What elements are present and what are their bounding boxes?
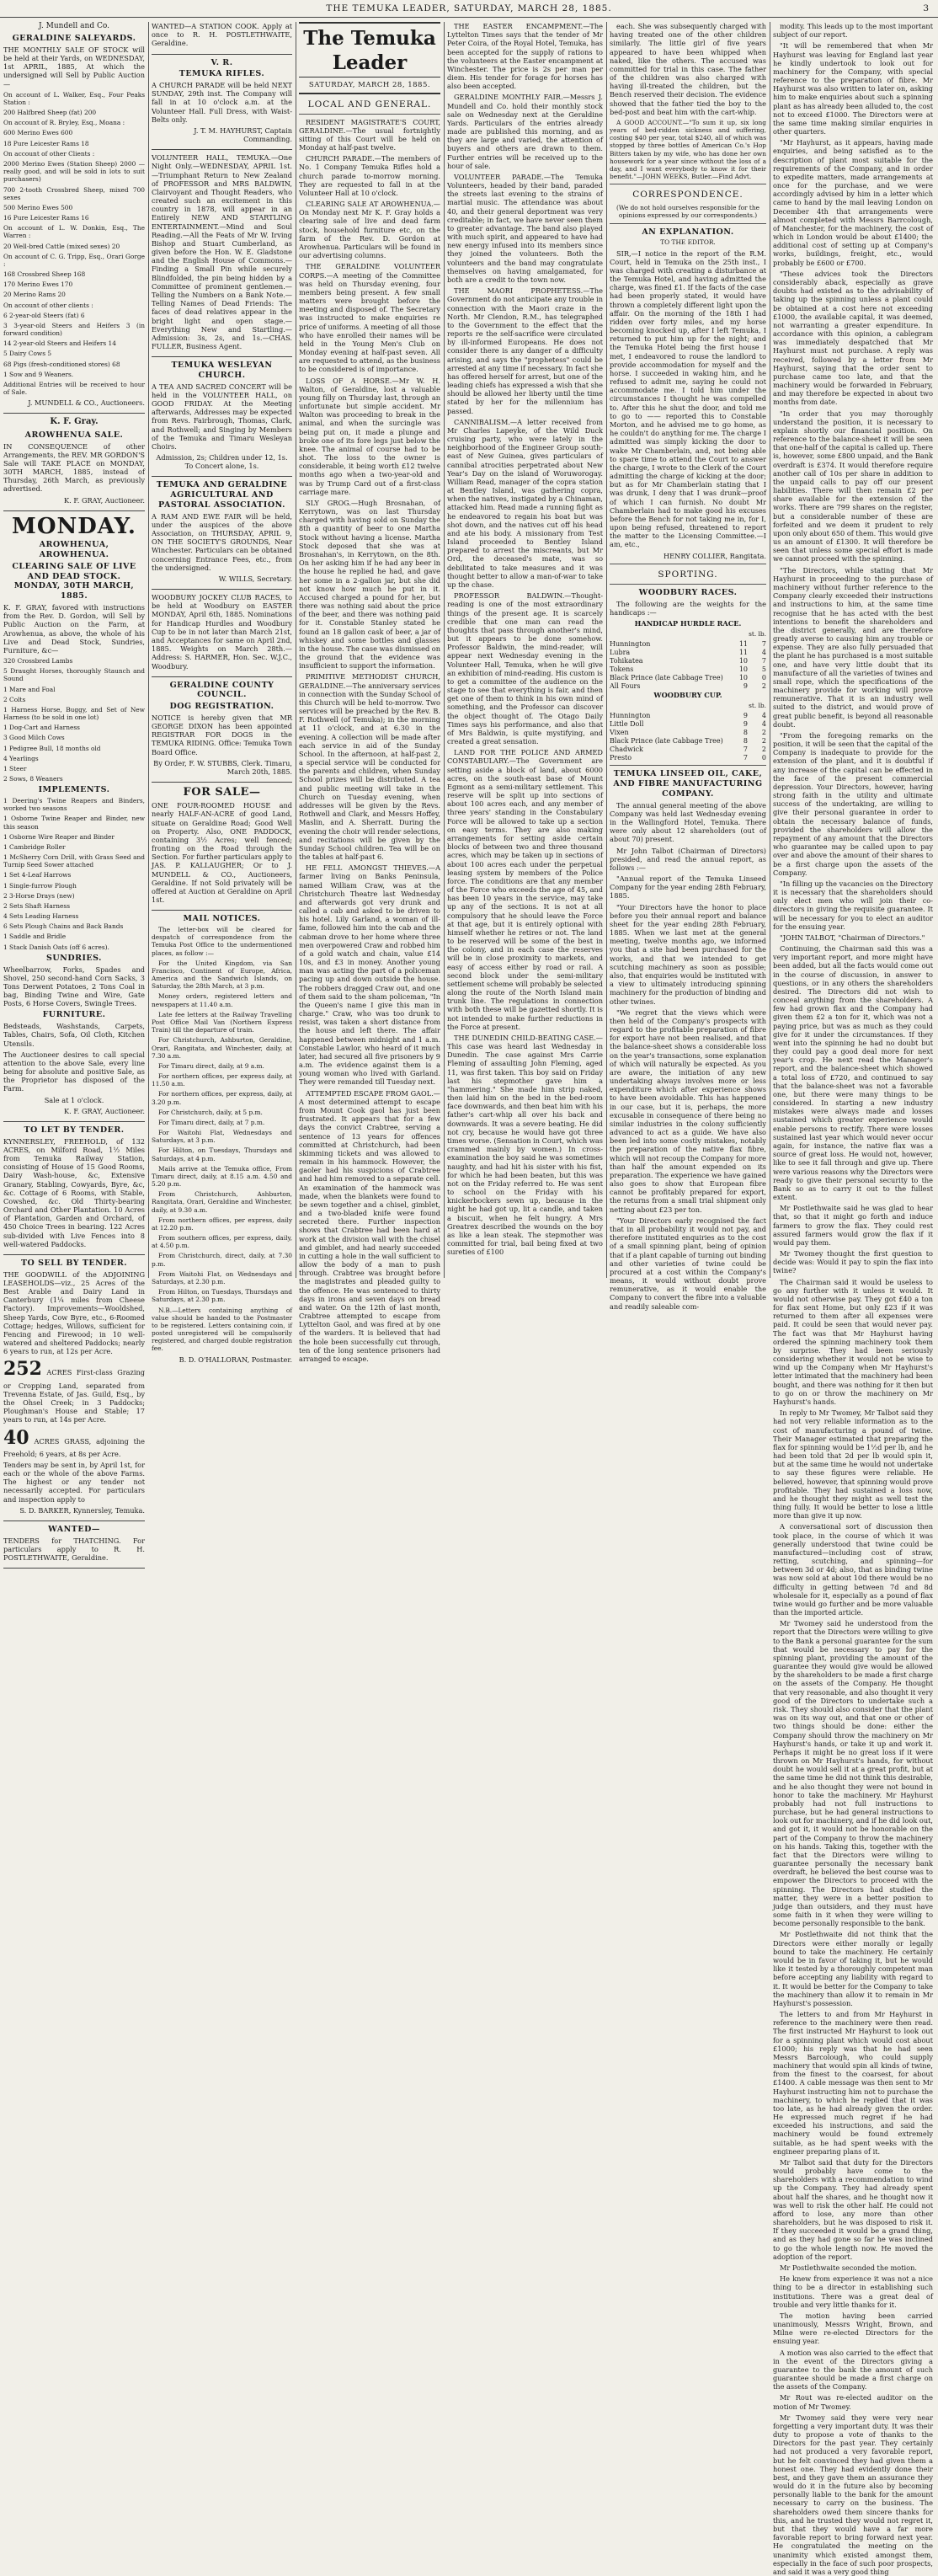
handicap-row — [610, 737, 766, 746]
article-paragraph: Mr Postlethwaite did not think that the Directors were either morally or legally bound to take the machinery. He certainly would be in favor of taking it, but he would like it tested by a thoroughly competent man before accepting any liability with regard to it. It would be better for the Company to take the machinery than allow it to remain in Mr Hayhurst's possession. — [773, 1930, 933, 2007]
sale-line: 2000 Merino Ewes (Station Sheep) 2000 —really good, and will be sold in lots to suit purchasers) — [3, 159, 145, 184]
section-heading: LOCAL AND GENERAL. — [307, 99, 432, 110]
column-6 — [773, 22, 933, 2576]
column-rule — [148, 22, 149, 1278]
horse-name: Vixen — [610, 728, 629, 736]
weight-pounds: 4 — [761, 649, 766, 657]
mail-line: For Christchurch, daily, at 5 p.m. — [158, 1108, 263, 1116]
article-body — [773, 22, 933, 2576]
section-heading: FURNITURE. — [42, 1010, 106, 1020]
acres-figure: 252 — [3, 1358, 42, 1381]
tender-sell-advert — [3, 1259, 145, 1521]
horse-name: Lubra — [610, 649, 631, 657]
lot-item: 320 Crossbred Lambs — [3, 657, 73, 665]
advert-body: Tenders may be sent in, by April 1st, for each or the whole of the above Farms. The highest or any tender not necessarily accepted. For particulars and inspection apply to — [3, 1460, 145, 1504]
horse-name: Tokens — [610, 665, 634, 673]
weight-stone: 10 — [738, 665, 748, 673]
article-paragraph: each. She was subsequently charged with having treated one of the other children similarly. The little girl of five years appeared to have been whipped when naked, like the others. The accused was committed for trial in this case. The father of the children was also charged with having ill-treated the children, but the Bench reserved their decision. The evidence showed that the father tied the boy to the bed-post and beat him with the cart-whip. — [610, 22, 766, 116]
lot-item: 5 Draught Horses, thoroughly Staunch and Sound — [3, 667, 145, 683]
advert-signature: B. D. O'HALLORAN, Postmaster. — [179, 1355, 292, 1364]
sale-line: 20 Merino Rams 20 — [3, 291, 66, 299]
article-paragraph: CLEARING SALE AT AROWHENUA.—On Monday next Mr K. F. Gray holds a clearing sale of live and dead farm stock, household furniture etc, on the farm of the Rev. D. Gordon at Arowhenua. Particulars will be found in our advertising columns. — [299, 200, 440, 260]
advert-heading: GERALDINE COUNTY COUNCIL. — [169, 680, 274, 700]
letter-signature: HENRY COLLIER, Rangitata. — [664, 551, 766, 560]
advert-signature: W. WILLS, Secretary. — [218, 574, 292, 583]
weight-pounds: 4 — [761, 712, 766, 719]
article-paragraph: VOLUNTEER PARADE.—The Temuka Volunteers, headed by their band, paraded the streets last evening to the strains of martial music. The attendance was about 40, and their general deportment was very creditable; in fact, we have never seen them to greater advantage. The band also played with much spirit, and appeared to have had new energy infused into its members since they joined the volunteers. Both the volunteers and the band may congratulate themselves on having amalgamated, for both are a credit to the town now. — [447, 172, 603, 284]
advert-body: TENDERS for THATCHING. For particulars apply to R. H. POSTLETHWAITE, Geraldine. — [3, 1536, 145, 1563]
article-paragraph: He knew from experience it was not a nice thing to be a director in establishing such institutions. There was a great deal of trouble and very little thanks for it. — [773, 2274, 933, 2309]
article-paragraph: "These advices took the Directors considerably aback, especially as grave doubts had existed as to the advisability of taking up the spinning unless a plant could be obtained at a cost here not exceeding £1000, the available capital, it was deemed, not warranting a greater expenditure. In accordance with this opinion, a cablegram was immediately despatched that Mr Hayhurst must not purchase. A reply was received, followed by a letter from Mr Hayhurst, saying that the order sent to purchase came too late, and that the machinery would be forwarded in February, and may therefore be expected in about two months from date. — [773, 269, 933, 407]
advert-signature: K. F. GRAY, Auctioneer. — [64, 495, 145, 505]
divider — [610, 223, 766, 224]
sale-line: 5 Dairy Cows 5 — [3, 350, 52, 358]
handicap-row — [610, 682, 766, 691]
article-paragraph: The following are the weights for the handicaps :— — [610, 599, 766, 617]
mail-line: From Hilton, on Tuesdays, Thursdays and Saturdays, at 2.30 p.m. — [152, 1288, 292, 1304]
horse-name: Little Doll — [610, 719, 644, 728]
advert-signature: By Order, F. W. STUBBS, Clerk. Timaru, March 20th, 1885. — [153, 758, 292, 776]
dog-registration-advert — [152, 681, 292, 783]
article-paragraph: "In order that you may thoroughly understand the position, it is necessary to explain shortly our financial position. On reference to the balance-sheet it will be seen that one-half of the capital is called up. There is, however, some £800 unpaid, and the Bank overdraft is £374. It would therefore require another call of 10s per share in addition to the unpaid calls to pay off our present liabilities. There will then remain £2 per share available for the extension of the works. There are 799 shares on the register, but a considerable number of these are forfeited and we deem it prudent to rely upon only about 650 of them. This would give us an amount of £1300. It will therefore be seen that unless some special effort is made we cannot proceed with the spinning. — [773, 409, 933, 564]
lot-item: 1 Dog-Cart and Harness — [3, 724, 80, 732]
article-paragraph: CHURCH PARADE.—The members of No. 1 Company Temuka Rifles hold a church parade to-morrow morning. They are requested to fall in at the Volunteer Hall at 10 o'clock. — [299, 154, 440, 197]
advert-body: K. F. GRAY, favored with instructions from the Rev. D. Gordon, will Sell by Public Auction on the Farm, at Arowhenua, as above, the whole of his Live and Dead Stock, Sundries, Furniture, &c— — [3, 603, 145, 655]
saleyards-advert — [3, 22, 145, 414]
advert-time: Sale at 1 o'clock. — [44, 1095, 104, 1104]
weight-pounds: 2 — [761, 736, 766, 745]
lot-list — [3, 657, 145, 783]
article-paragraph: The Chairman said it would be useless to go any further with it unless it would. It would not otherwise pay. They got £40 a ton for flax sent Home, but only £23 if it was returned to them after all expenses were paid. It could be seen that would never pay. The fact was that Mr Hayhurst having ordered the spinning machinery took them by surprise. They had been seriously considering whether it would not be wise to wind up the Company when Mr Hayhurst's letter intimated that the machinery had been bought, and there was nothing for it then but to go on or throw the machinery on Mr Hayhurst's hands. — [773, 1277, 933, 1406]
lot-item: 1 McSherry Corn Drill, with Grass Seed and Turnip Seed Sower attached — [3, 853, 145, 869]
handicap-row — [610, 640, 766, 649]
sale-line: 6 2-year-old Steers (fat) 6 — [3, 311, 85, 319]
article-paragraph: THE MAORI PROPHETESS.—The Government do not anticipate any trouble in connection with the Maori craze in the North. Mr Clendon, R.M., has telegraphed to the Government to the effect that the reports re the self-sacrifice were circulated by ill-informed Europeans. He does not consider there is any danger of a difficulty arising, and says the "prophetess" could be arrested at any time if necessary. In fact she has offered herself for arrest, but one of the leading chiefs has expressed a wish that she should be allowed her liberty until the time stated by her for the millennium has passed. — [447, 286, 603, 415]
lot-item: 3 Good Milch Cows — [3, 734, 65, 742]
association-advert — [152, 480, 292, 590]
advert-heading: CLEARING SALE OF LIVE AND DEAD STOCK. MONDAY, 30TH MARCH, 1885. — [12, 561, 136, 601]
article-paragraph: SLY GROG.—Hugh Brosnahan, of Kerrytown, was on last Thursday charged with having sold on Sunday the 8th a quantity of beer to one Martha Stock without having a license. Martha Stock deposed that she was at Brosnahan's, in Kerrytown, on the 8th. On her asking him if he had any beer in the house he replied he had, and gave her some in a 2-gallon jar, but she did not know how much he put in it. Accused charged a pound for her, but there was nothing said about the price of the beer, and there was nothing paid for it. Constable Stanley stated he found an 18 gallon cask of beer, a jar of whiskey and some bottles and glasses in the house. The case was dismissed on the ground that the evidence was insufficient to support the information. — [299, 498, 440, 671]
article-paragraph: A conversational sort of discussion then took place, in the course of which it was generally understood that twine could be manufactured—including cost of straw, retting, scutching, and spinning—for between 3d or 4d; also, that as binding twine was now sold at about 10d there would be no difficulty in getting between 7d and 8d wholesale for it, especially as a pound of flax twine would go further and be more valuable than the imported article. — [773, 1522, 933, 1617]
advert-body: The Auctioneer desires to call special attention to the above Sale, every line being for absolute and positive Sale, as the Proprietor has disposed of the Farm. — [3, 1050, 145, 1093]
article-body — [610, 801, 766, 1311]
article-paragraph: Mr Postlethwaite seconded the motion. — [780, 2263, 917, 2272]
newspaper-flag: The Temuka Leader — [299, 22, 440, 77]
advert-signature: S. D. BARKER, Kynnersley, Temuka. — [19, 1505, 145, 1515]
advert-signature: J. MUNDELL & CO., Auctioneers. — [28, 398, 145, 408]
article-paragraph: THE DUNEDIN CHILD-BEATING CASE.—This case was heard last Wednesday in Dunedin. The case against Mrs Carrie Fleming of assaulting John Fleming, aged 11, was first taken. This boy said on Friday last his stepmother gave him a "hammering." She made him strip naked, then laid him on the bed in the bed-room face downwards, and then beat him with his father's cart-whip all over his back and downwards. It was a severe beating. He did not cry, because he would have got three times worse. (Sensation in Court, which was crammed mainly by women.) In cross-examination the boy said he was sometimes naughty, and had hit his sister with his fist, for which he had been beaten, but this was not on the Friday referred to. He was sent to school on the Friday with his knickerbockers sewn up, because in the night he had got up, lit a candle, and taken a biscuit, when he felt hungry. A Mrs Greatrex described the wounds on the boy as like a lean steak. The stepmother was committed for trial, bail being fixed at two sureties of £100 — [447, 1033, 603, 1257]
handicap-row — [610, 720, 766, 729]
horse-name: Hunnington — [610, 640, 651, 649]
column-1 — [3, 22, 145, 1563]
sale-line: 500 Merino Ewes 500 — [3, 203, 73, 211]
sale-line: 168 Crossbred Sheep 168 — [3, 270, 86, 279]
advert-body: A CHURCH PARADE will be held NEXT SUNDAY, 29th inst. The Company will fall in at 10 o'clock a.m. at the Volunteer Hall. Full Dress, with Waist-Belts only. — [152, 81, 292, 124]
advert-body: ONE FOUR-ROOMED HOUSE and nearly HALF-AN-ACRE of good Land, situate on Geraldine Road; Good Well on Property. Also, ONE PADDOCK, containing 3½ Acres; well fenced; fronting on the Road through the Section. For further particulars apply to JAS. P. KALLAUGHER; Or to J. MUNDELL & CO., Auctioneers, Geraldine. If not Sold privately will be offered at Auction at Geraldine on April 1st. — [152, 801, 292, 905]
article-paragraph: Mr Talbot said that duty for the Directors would probably have come to the shareholders with a recommendation to wind up the Company. They had already spent about half the shares, and he thought now it was well to risk the other half. He could not afford to lose, any more than other shareholders, but he was disposed to risk it. If they succeeded it would be a grand thing, and as they had gone so far he was inclined to go the whole length now. He moved the adoption of the report. — [773, 2157, 933, 2261]
sale-line: 1 Sow and 9 Weaners. — [3, 370, 74, 378]
advert-body: A RAM AND EWE FAIR will be held, under the auspices of the above Association, on THURSDAY, APRIL 9, ON THE SOCIETY'S GROUNDS, Near Winchester. Particulars can be obtained concerning Entrance Fees, etc., from the undersigned. — [152, 511, 292, 572]
for-sale-advert — [152, 786, 292, 911]
advert-body: THE GOODWILL of the ADJOINING LEASEHOLDS—viz., 25 Acres of the Best Arable and Dairy Land in Canterbury (1¼ miles from Cheese Factory). Improvements—Wooldshed, Sheep Yards, Cow Byre, etc., 6-Roomed Cottage; hedges, Willows, sufficient for Fencing and Firewood; in 10 well-watered and sheltered Paddocks; nearly 6 years to run, at 12s per Acre. — [3, 1269, 145, 1356]
article-paragraph: "Your Directors have the honor to place before you their annual report and balance sheet for the year ending 28th February, 1885. When we last met at the general meeting, twelve months ago, we informed you that a site had been purchased for the works, and that we intended to get scutching machinery as soon as possible; also, that enquiries would be instituted with a view to ultimately introducing spinning machinery for the production of binding and other twines. — [610, 902, 766, 1006]
mail-line: For Waitohi Flat, Wednesdays and Saturdays, at 3 p.m. — [152, 1129, 292, 1145]
mail-line: From northern offices, per express, daily at 12.20 p.m. — [152, 1216, 292, 1232]
sale-line: On account of C. G. Tripp, Esq., Orari Gorge : — [3, 252, 145, 268]
advert-body: A TEA AND SACRED CONCERT will be held in the VOLUNTEER HALL, on GOOD FRIDAY. At the Meeting afterwards, Addresses may be expected from Revs. Fairbrough, Thomas, Clark, and Rothwell; and Singing by Members of the Temuka and Timaru Wesleyan Choirs. — [152, 382, 292, 451]
advert-heading: TO LET BY TENDER. — [24, 1125, 125, 1135]
lot-item: 1 Single-furrow Plough — [3, 881, 77, 890]
mail-line: From Christchurch, Ashburton, Rangitata, Orari, Geraldine and Winchester, daily, at 9.30 a.m. — [152, 1190, 292, 1214]
advert-signature: J. T. M. HAYHURST, Captain Commanding. — [194, 126, 292, 144]
advert-subheading: DOG REGISTRATION. — [169, 702, 274, 712]
article-paragraph: ATTEMPTED ESCAPE FROM GAOL.—A most determined attempt to escape from Mount Cook gaol has just been frustrated. It appears that for a few days the convict Crabtree, serving a sentence of 13 years for offences committed at Christchurch, had been skimming tickets and was allowed to remain in his hammock. However, the gaoler had his suspicions of Crabtree and had him removed to a separate cell. An examination of the hammock was made, when the blankets were found to be sewn together and a chisel, gimblet, and a two-bladed knife were found secreted there. Further inspection shows that Crabtree had been hard at work at the division wall with the chisel and gimblet, and had nearly succeeded in cutting a hole in the wall sufficient to allow the body of a man to push through. Crabtree was brought before the magistrates and pleaded guilty to the offence. He was sentenced to thirty days in irons and seven days on bread and water. On the 12th of last month, Crabtree attempted to escape from Lyttelton Gaol, and was fired at by one of the warders. It is believed that had the hole been successfully cut through, ten of the long sentence prisoners had arranged to escape. — [299, 1088, 440, 1363]
handicap-table — [610, 640, 766, 690]
mail-line: For Timaru direct, daily, at 7 p.m. — [158, 1118, 265, 1126]
article-paragraph: "JOHN TALBOT, "Chairman of Directors." — [780, 933, 925, 942]
rifles-advert — [152, 58, 292, 151]
salutation-heading: TO THE EDITOR. — [660, 238, 716, 247]
sale-line: 20 Well-bred Cattle (mixed sexes) 20 — [3, 242, 120, 250]
article-paragraph: In reply to Mr Twomey, Mr Talbot said they had not very reliable information as to the cost of manufacturing a pound of twine. Their Manager estimated that preparing the flax for spinning would be 1½d per lb, and he had been told that 2d per lb would spin it, but at the same time he would not undertake to say these figures were reliable. He believed, however, that spinning would prove profitable. They had sustained a loss now, and he thought they might as well test the thing fully. It would be better to lose a little more than give it up now. — [773, 1408, 933, 1520]
advert-body: WANTED—A STATION COOK. Apply at once to R. H. POSTLETHWAITE, Geraldine. — [152, 22, 292, 48]
handicap-row — [610, 712, 766, 720]
mail-notices-body — [152, 926, 292, 1352]
race-heading: WOODBURY CUP. — [653, 690, 722, 699]
advert-heading: AROWHENUA SALE. — [24, 430, 124, 440]
lot-item: 1 Osborne Wire Reaper and Binder — [3, 832, 115, 841]
article-paragraph: "From the foregoing remarks on the position, it will be seen that the capital of the Company is inadequate to provide for the extension of the plant, and it is doubtful if any increase of the capital can be effected in the face of the present commercial depression. Your Directors, however, having strong faith in the utility and ultimate success of the undertaking, are willing to give their personal guarantee in order to obtain the necessary balance of funds, provided the shareholders will allow the repayment of any amount that the Directors who guarantee may be called upon to pay over and above the amount of their shares to be a first charge upon the assets of the Company. — [773, 730, 933, 877]
sale-line: 700 2-tooth Crossbred Sheep, mixed 700 sexes — [3, 185, 145, 201]
article-paragraph: "We regret that the views which were then held of the Company's prospects with regard to the profitable preparation of fibre for export have not been realised, and that the balance-sheet shows a considerable loss on the year's transactions, some explanation of which will naturally be expected. As you are aware, the initiation of any new undertaking always involves more or less expenditure which after experience shows to have been avoidable. This has happened in our case, but it is, perhaps, the more excusable in consequence of there being no similar industries in the colony sufficiently advanced to act as a guide. We have also been led into some costly mistakes, notably the preparation of the native flax fibre, which will not recoup the Company for more than half the amount expended on its preparation. The experience we have gained also goes to show that European fibre cannot be profitably prepared for export, the returns from a small trial shipment only netting about £23 per ton. — [610, 1007, 766, 1214]
article-paragraph: HE FELL AMONGST THIEVES.—A farmer living on Banks Peninsula, named William Craw, was at the Christchurch Theatre last Wednesday and afterwards got very drunk and called a cab and asked to be driven to his hotel. Lily Garland, a woman of ill-fame, followed him into the cab and the cabman drove to her home where three men overpowered Craw and robbed him of a gold watch and chain, value £14 10s, and £3 in money. Another young man was acting the part of a policeman pacing up and down outside the house. The robbers dragged Craw out, and one of them said to the sham policeman, "In the Queen's name I give this man in charge." Craw, who was too drunk to resist, was taken a short distance from the house and left there. The affair happened between midnight and 1 a.m. Constable Lawlor, who heard of it much later, had secured all five prisoners by 9 a.m. The evidence against them is a young woman who lived with Garland. They were remanded till Tuesday next. — [299, 863, 440, 1087]
lot-item: 1 Cambridge Roller — [3, 842, 66, 851]
article-paragraph: "It will be remembered that when Mr Hayhurst was leaving for England last year he kindly undertook to look out for machinery for the Company, with special reference to the preparation of fibre. Mr Hayhurst was also written to later on, asking him to make enquiries about such a spinning plant as has already been alluded to, the cost not to exceed £1000. The Directors were at the same time making similar enquiries in other quarters. — [773, 41, 933, 136]
article-paragraph: RESIDENT MAGISTRATE'S COURT, GERALDINE.—The usual fortnightly sitting of this Court will be held on Monday at half-past twelve. — [299, 117, 440, 152]
advert-body: ACRES First-class Grazing or Cropping Land, separated from Trevenna Estate, of Jas. Guild, Esq., by the Ohsel Creek; in 3 Paddocks; Ploughman's House and Stable; 17 years to run, at 14s per Acre. — [3, 1368, 145, 1424]
mail-line: From Christchurch, direct, daily, at 7.30 p.m. — [152, 1252, 292, 1268]
weights-header: st. lb. — [749, 701, 766, 709]
weight-stone: 8 — [743, 736, 748, 745]
advert-body: KYNNERSLEY, FREEHOLD, of 132 ACRES, on Milford Road, 1½ Miles from Temuka Railway Station, consisting of House of 15 Good Rooms, Dairy Wash-house, &c, Extensive Granary, Stabling, Cowyards, Byre, &c, &c. Cottage of 6 Rooms, with Stable, Cowshed, &c. Old Thirty-bearing Orchard and Other Plantation. 10 Acres of Plantation, Garden and Orchard, of 450 Choice Trees in bearing. 122 Acres sub-divided with Live Fences into 8 well-watered Paddocks. — [3, 1136, 145, 1248]
mail-line: Late fee letters at the Railway Travelling Post Office Mail Van (Northern Express Train) till the departure of train. — [152, 1010, 292, 1034]
article-paragraph: PROFESSOR BALDWIN.—Thought-reading is one of the most extraordinary things of the present age. It is scarcely credible that one man can read the thoughts that pass through another's mind, but it appears to be done somehow. Professor Baldwin, the mind-reader, will appear next Wednesday evening in the Volunteer Hall, Temuka, when he will give an exhibition of mind-reading. His custom is to get a committee of the audience on the stage to see that everything is fair, and then get one of them to think in his own mind of something, and the Professor can discover the object thought of. The Otago Daily Times says his performance, and also that of Mrs Baldwin, is quite mystifying, and created a great sensation. — [447, 591, 603, 746]
section-heading: SPORTING. — [658, 569, 718, 580]
weight-stone: 11 — [738, 649, 748, 657]
column-3 — [299, 22, 440, 1363]
article-paragraph: "Your Directors early recognised the fact that in all probability it would not pay, and therefore instituted enquiries as to the cost of a small spinning plant, being of opinion that if a plant capable of turning out binding and other varieties of twine could be procured at a cost within the Company's means, it would without doubt prove remunerative, as it would enable the Company to convert the fibre into a valuable and readily saleable com- — [610, 1216, 766, 1311]
advert-heading: MAIL NOTICES. — [183, 914, 261, 924]
sale-line: Additional Entries will be received to hour of Sale. — [3, 380, 145, 397]
advertiser-name: J. Mundell and Co. — [39, 22, 109, 30]
divider — [610, 584, 766, 585]
sale-line: 170 Merino Ewes 170 — [3, 281, 73, 289]
sale-line: 68 Pigs (fresh-conditioned stores) 68 — [3, 360, 120, 368]
weight-pounds: 2 — [761, 745, 766, 753]
sale-line: 200 Halfbred Sheep (fat) 200 — [3, 109, 97, 117]
lot-item: 1 Osborne Twine Reaper and Binder, new this season — [3, 815, 145, 831]
column-4 — [447, 22, 603, 1278]
weight-stone: 9 — [743, 719, 748, 728]
column-rule — [606, 22, 607, 1278]
mail-line: Mails arrive at the Temuka office, From Timaru direct, daily, at 8.15 a.m. 4.50 and 5.20 p.m. — [152, 1164, 292, 1189]
article-paragraph: Continuing, the Chairman said this was a very important report, and more might have been added, but all the facts would come out in the course of discussion, in answer to questions, or in any others the shareholders desired. The Directors did not wish to conceal anything from the shareholders. A few had grown flax and the Company had given them £2 a ton for it, which was not a paying price, but was as much as they could give for it under the circumstances. If they went into the spinning he had no doubt but they could pay a good deal more for next year's crop. He next read the Manager's report, and the balance-sheet which showed a total loss of £720, and continued to say that the balance-sheet was not a favorable one, but there were many things to be considered. In starting a new industry mistakes were always made and losses sustained which greater experience would enable persons to rectify. There were losses sustained last year which would never occur again, for instance, the native flax was a source of great loss. He would not, however, like to see it fall through and give up. There were various reasons why the Directors were ready to give their personal security to the Bank so as to carry it out to the fullest extent. — [773, 944, 933, 1202]
lot-item: 1 Pedigree Bull, 18 months old — [3, 744, 101, 752]
sale-line: 18 Pure Leicester Rams 18 — [3, 139, 89, 147]
weight-pounds: 4 — [761, 719, 766, 728]
article-paragraph: modity. This leads up to the most important subject of our report. — [773, 22, 933, 40]
article-paragraph: CANNIBALISM.—A letter received from Mr Charles Lapeyke, of the Wild Duck cruising party, who were lately in the neighborhood of the Engineer Group south-east of New Guinea, gives particulars of cannibal atrocities perpetrated about New Year's Day on the island of Woruworogay. William Read, manager of the copra station at Bentley Island, was gathering copra, when the natives, instigated by a Chinaman, attacked him. Read made a running fight as he endeavored to regain his boat but was shot down, and the natives cut off his head and ate his body. A missionary from Test Island proceeded to Bentley Island prepared to arrest the miscreants, but Mr Ord, the deceased's mate, was so debilitated to take measures and it was thought better to allow a man-of-war to take up the chase. — [447, 417, 603, 589]
advert-subheading: AROWHENUA, AROWHENUA. — [39, 540, 109, 560]
article-paragraph: Mr Postlethwaite said he was glad to hear that, so that it might go forth and induce farmers to grow the flax. They could rest assured farmers would grow the flax if it would pay them. — [773, 1204, 933, 1247]
article-paragraph: PRIMITIVE METHODIST CHURCH, GERALDINE.—The anniversary services in connection with the Sunday School of this Church will be held to-morrow. Two services will be preached by the Rev. B. F. Rothwell (of Temuka); in the morning at 11 o'clock, and at 6.30 in the evening. A collection will be made after each service in aid of the Sunday School. In the afternoon, at half-past 2, a special service will be conducted for the parents and children, when Sunday School prizes will be distributed. A tea and public meeting will take in the Church on Tuesday evening, when addresses will be given by the Revs. Rothwell and Clark, and Messrs Hoffey, Maslin, and A. Sherratt. During the evening the choir will render selections, and recitations will be given by the Sunday School children. Tea will be on the tables at half-past 6. — [299, 672, 440, 862]
section-heading: SUNDRIES. — [46, 953, 102, 963]
lot-item: 1 Stack Danish Oats (off 6 acres). — [3, 943, 109, 951]
letter-body — [610, 249, 766, 549]
lot-item: 2 Colts — [3, 695, 26, 703]
weight-pounds: 2 — [761, 681, 766, 690]
lot-item: 2 3-Horse Drays (new) — [3, 891, 75, 900]
race-heading: HANDICAP HURDLE RACE. — [634, 618, 742, 628]
advert-body: VOLUNTEER HALL, TEMUKA.—One Night Only.—WEDNESDAY, APRIL 1st.—Triumphant Return to New Zealand of PROFESSOR and MRS BALDWIN, Clairvoyant and Thought Readers, who created such an excitement in this country in 1878, will appear in an Entirely NEW AND STARTLING ENTERTAINMENT.—Mind and Soul Reading.—All the Feats of Mr W. Irving Bishop and Stuart Cumberland, as given before the Hon. W. E. Gladstone and the English House of Commons.—Finding a Small Pin while securely Blindfolded, the pin being hidden by a Committee of prominent gentlemen.—Telling the Numbers on a Bank Note.—Telling Names of Dead Friends: The faces of dead relatives appear in the bright light and open stage.—Everything New and Startling.—Admission: 3s, 2s, and 1s.—CHAS. FULLER, Business Agent. — [152, 153, 292, 351]
advert-heading: TEMUKA WESLEYAN CHURCH. — [171, 361, 273, 380]
advert-heading: TEMUKA RIFLES. — [179, 69, 265, 79]
local-news-paragraphs — [447, 22, 603, 1256]
page-number: 3 — [923, 3, 930, 13]
mail-line: From Waitohi Flat, on Wednesdays and Saturdays, at 2.30 p.m. — [152, 1269, 292, 1285]
article-paragraph: A motion was also carried to the effect that in the event of the Directors giving a guarantee to the bank the amount of such guarantee should be made a first charge on the assets of the Company. — [773, 2348, 933, 2392]
mail-line: For Christchurch, Ashburton, Geraldine, Orari, Rangitata, and Winchester, daily, at 7.30 a.m. — [152, 1036, 292, 1060]
article-paragraph: Mr Rout was re-elected auditor on the motion of Mr Twomey. — [773, 2393, 933, 2411]
weight-pounds: 0 — [761, 753, 766, 762]
handicap-row — [610, 754, 766, 762]
article-heading: TEMUKA LINSEED OIL, CAKE, AND FIBRE MANUFACTURING COMPANY. — [613, 769, 763, 799]
horse-name: Black Prince (late Cabbage Tree) — [610, 736, 723, 745]
dateline: SATURDAY, MARCH 28, 1885. — [299, 79, 440, 94]
lot-item: 1 Harness Horse, Buggy, and Set of New Harness (to be sold in one lot) — [3, 705, 145, 722]
lot-list — [3, 797, 145, 951]
handicap-row — [610, 665, 766, 674]
article-paragraph: "In filling up the vacancies on the Directory it is necessary that the shareholders should only elect men who will join their co-directors in giving the requisite guarantee. It will be necessary for you to elect an auditor for the ensuing year. — [773, 879, 933, 931]
section-heading: CORRESPONDENCE. — [632, 190, 743, 200]
sale-line: On account of L. Walker, Esq., Four Peaks Station : — [3, 90, 145, 106]
weight-pounds: 2 — [761, 728, 766, 736]
advert-heading: WANTED— — [48, 1524, 100, 1534]
weight-stone: 10 — [738, 673, 748, 681]
mail-line: For Hilton, on Tuesdays, Thursdays and Saturdays, at 4 p.m. — [152, 1146, 292, 1162]
sale-line: On account of R. Bryley, Esq., Moana : — [3, 119, 125, 127]
lot-item: 1 Set 4-Leaf Harrows — [3, 871, 72, 879]
mail-line: Money orders, registered letters and newspapers at 11.40 a.m. — [152, 992, 292, 1008]
column-5 — [610, 22, 766, 1311]
article-paragraph: GERALDINE MONTHLY FAIR.—Messrs J. Mundell and Co. hold their monthly stock sale on Wednesday next at the Geraldine Yards. Particulars of the entries already made are published this morning, and as they are large and varied, the attention of buyers and others are drawn to them. Further entries will be received up to the hour of sale. — [447, 93, 603, 170]
advert-body: NOTICE is hereby given that MR GEORGE DIXON has been appointed REGISTRAR FOR DOGS in the TEMUKA RIDING. Office: Temuka Town Board Office. — [152, 713, 292, 756]
advertiser-name: K. F. Gray. — [50, 417, 99, 427]
section-note: (We do not hold ourselves responsible for the opinions expressed by our correspondents.) — [616, 204, 760, 220]
arowhenua-advert — [3, 417, 145, 510]
weight-stone: 7 — [743, 753, 748, 762]
advert-body: Wheelbarrow, Forks, Spades and Shovel, 250 second-hand Corn Sacks, 3 Tons Derwent Potatoes, 2 Tons Coal in bag, Binding Twine and Wire, Gate Posts, 6 Horse Covers, Swingle Trees. — [3, 965, 145, 1008]
cook-advert — [152, 22, 292, 55]
lot-item: 1 Steer — [3, 764, 27, 772]
weight-pounds: 7 — [761, 640, 766, 649]
advertorial-paragraph: A GOOD ACCOUNT.—"To sum it up, six long years of bed-ridden sickness and suffering, costing $40 per year, total $240, all of which was stopped by three bottles of American Co.'s Hop Bitters taken by my wife, who has done her own housework for a year since without the loss of a day, and I want everybody to know it for their benefit."—JOHN WEEKS, Butler.—Find Advt. — [610, 118, 766, 181]
mail-line: For northern offices, per express daily, at 11.50 a.m. — [152, 1072, 292, 1088]
advert-heading: TEMUKA AND GERALDINE AGRICULTURAL AND PASTORAL ASSOCIATION. — [156, 480, 288, 510]
tender-let-advert — [3, 1125, 145, 1255]
advert-big-heading: MONDAY. — [12, 513, 136, 539]
sale-line: 16 Pure Leicester Rams 16 — [3, 214, 89, 222]
article-paragraph: THE GERALDINE VOLUNTEER CORPS.—A meeting of the Committee was held on Thursday evening, four members being present. A few small matters were brought before the meeting and disposed of. The Secretary was instructed to make enquiries re price of uniforms. A meeting of all those who have enrolled their names will be held in the Young Men's Club on Monday evening at half-past seven. All are requested to attend, as the business to be considered is of importance. — [299, 262, 440, 374]
weight-stone: 10 — [738, 657, 748, 665]
article-paragraph: The annual general meeting of the above Company was held last Wednesday evening in the Wallingford Hotel, Temuka. There were only about 12 shareholders (out of about 70) present. — [610, 800, 766, 844]
mail-notices — [152, 914, 292, 1363]
mail-line: For northern offices, per express, daily, at 3.20 p.m. — [152, 1090, 292, 1106]
handicap-row — [610, 729, 766, 737]
handicap-row — [610, 746, 766, 754]
advert-body: ACRES GRASS, adjoining the Freehold; 6 years, at 8s per Acre. — [3, 1436, 145, 1458]
horse-name: Presto — [610, 753, 632, 762]
weight-stone: 11 — [738, 640, 748, 649]
weight-stone: 7 — [743, 745, 748, 753]
weight-pounds: 7 — [761, 657, 766, 665]
article-paragraph: "Mr Hayhurst, as it appears, having made enquiries, and being satisfied as to the description of plant most suitable for the requirements of the Company, and in order to expedite matters, made arrangements at once for the purchase, and we were accordingly advised by him in a letter which came to hand by the mail leaving London on December 4th that arrangements were almost completed with Messrs Barrcolough, of Manchester, for the machinery, the cost of which in London would be about £1400; the additional cost of setting up at Company's works, buildings, freight, etc., would probably be £600 or £700. — [773, 138, 933, 267]
handicap-row — [610, 649, 766, 657]
acres-figure: 40 — [3, 1426, 29, 1449]
lot-item: 1 Saddle and Bridle — [3, 933, 67, 941]
column-2 — [152, 22, 292, 1364]
article-paragraph: "Annual report of the Temuka Linseed Company for the year ending 28th February, 1885. — [610, 874, 766, 901]
weights-header: st. lb. — [749, 630, 766, 639]
royal-cipher: V. R. — [211, 57, 233, 67]
article-paragraph: Mr Twomey thought the first question to decide was: Would it pay to spin the flax into twine? — [773, 1249, 933, 1275]
lot-item: 2 Sets Shaft Harness — [3, 901, 70, 910]
masthead — [0, 0, 938, 18]
horse-name: All Fours — [610, 681, 641, 690]
sale-line: 600 Merino Ewes 600 — [3, 129, 73, 137]
article-paragraph: Mr Twomey said he understood from the report that the Directors were willing to give to the Bank a personal guarantee for the sum that would be necessary to pay for the spinning plant, providing the amount of the guarantee they would give would be allowed by the shareholders to be made a first charge on the assets of the Company. He thought that very reasonable, and also thought it very good of the Directors to undertake such a risk. They should also consider that the plant was on its way out, and that one or other of two things should be done: either the Company should throw the machinery on Mr Hayhurst's hands, or take it up and work it. Perhaps it might be no great loss if it were thrown on Mr Hayhurst's hands, for without doubt he would sell it at a great profit, but at the same time he did not think this desirable, and he also thought they were not bound in honor to take the machinery. Mr Hayhurst probably had not full instructions to purchase, but he had general instructions to look out for machinery, and if he did look out, and got it, it would not be honorable on the part of the Company to throw the machinery on his hands. Taking this, together with the fact that the Directors were willing to guarantee personally the necessary bank overdraft, he believed the best course was to empower the Directors to proceed with the spinning. The Directors had studied the matter, they were in a better position to judge than outsiders, and they must have some faith in it when they were willing to become personally responsible to the bank. — [773, 1619, 933, 1928]
handicap-row — [610, 674, 766, 682]
advert-heading: FOR SALE— — [183, 786, 261, 799]
article-paragraph: "The Directors, while stating that Mr Hayhurst in proceeding to the purchase of machinery without further reference to the Company clearly exceeded their instructions and instructions to him, at the same time recognise that he has acted with the best intentions to benefit the shareholders and the district generally, and are therefore greatly averse to causing him any trouble or expense. They are also fully persuaded that the plant he has purchased is a most suitable one, and have very little doubt that its manufacture of all the varieties of twines and small rope, which the specifications of the machinery provide for working will prove remunerative. That it is an industry well suited to the district, and would prove of great public benefit, is beyond all reasonable doubt. — [773, 565, 933, 729]
divider — [299, 114, 440, 115]
mail-line: For the United Kingdom, via San Francisco, Continent of Europe, Africa, America and the Sandwich Islands, on Saturday, the 28th March, at 3 p.m. — [152, 959, 292, 991]
handicap-table — [610, 712, 766, 762]
column-rule — [444, 22, 445, 1278]
handicap-row — [610, 657, 766, 665]
sale-line: On account of other clients : — [3, 301, 93, 309]
jockey-club-advert — [152, 593, 292, 677]
wesleyan-advert — [152, 361, 292, 477]
weight-stone: 9 — [743, 681, 748, 690]
lot-item: 1 Mare and Foal — [3, 685, 56, 693]
article-paragraph: THE EASTER ENCAMPMENT.—The Lyttelton Times says that the tender of Mr Peter Coira, of the Royal Hotel, Temuka, has been accepted for the supply of rations to the volunteers at the Easter encampment at Winchester. The price is 2s per man per diem. His tender for forage for horses has also been accepted. — [447, 22, 603, 91]
section-heading: IMPLEMENTS. — [38, 785, 110, 795]
advert-signature: K. F. GRAY, Auctioneer. — [64, 1106, 145, 1115]
sale-line: On account of L. W. Donkin, Esq., The Warren : — [3, 224, 145, 240]
thatching-advert — [3, 1525, 145, 1569]
divider — [610, 765, 766, 766]
sale-lines — [3, 91, 145, 397]
advert-heading: TO SELL BY TENDER. — [20, 1258, 128, 1268]
weight-pounds: 5 — [761, 665, 766, 673]
sale-line: 14 2-year-old Steers and Heifers 14 — [3, 339, 116, 348]
horse-name: Tohikatea — [610, 657, 643, 665]
advert-intro: THE MONTHLY SALE OF STOCK will be held at their Yards, on WEDNESDAY, 1st APRIL, 1885, At which the undersigned will Sell by Public Auction— — [3, 45, 145, 88]
mail-line: From southern offices, per express, daily, at 4.50 p.m. — [152, 1234, 292, 1250]
article-paragraph: LAND FOR THE POLICE AND ARMED CONSTABULARY.—The Government are setting aside a block of land, about 6000 acres, on the south-east base of Mount Egmont as a semi-military settlement. This reserve will be split up into sections of about 100 acres each, and any member of three years' standing in the Constabulary Force will be allowed to take up a section on easy terms. They are also making arrangements for setting aside certain blocks of between two and three thousand acres, which may be taken up in sections of about 100 acres each under the perpetual leasing system by members of the Police force. The conditions are that any member of the Force who exceeds the age of 45, and has been 10 years in the service, may take up any of the sections. It is not at all compulsory that he should leave the Force at that age, but it is entirely optional with himself whether he retires or not. The land to be reserved will be some of the best in the colony, and in each case the reserves will be in close proximity to markets, and easy of access either by road or rail. A second block under the semi-military settlement scheme will probably be selected along the route of the North Island main trunk line. The regulations in connection with both these will be gazetted shortly. It is not intended to make further reductions in the Force at present. — [447, 748, 603, 1031]
lot-item: 6 Sets Plough Chains and Back Bands — [3, 922, 124, 931]
volunteer-hall-advert — [152, 153, 292, 357]
lot-item: 4 Sets Leading Harness — [3, 912, 79, 921]
lot-item: 1 Deering's Twine Reapers and Binders, worked two seasons — [3, 797, 145, 813]
article-paragraph: The letters to and from Mr Hayhurst in reference to the machinery were then read. The first instructed Mr Hayhurst to look out for a spinning plant which would cost about £1000; his reply was that he had seen Messrs Barcolough, who could supply machinery that would spin all kinds of twine, from the finest to the coarsest, for about £1400. A cable message was then sent to Mr Hayhurst instructing him not to purchase the machinery, to which he replied that it was too late, as he had already given the order. He expressed much regret if he had exceeded his instructions, and said the machinery would be found extremely suitable, as he had spent weeks with the engineer preparing plans of it. — [773, 2010, 933, 2156]
article-paragraph: The motion having been carried unanimously, Messrs Wright, Brown, and Milne were re-elected Directors for the ensuing year. — [773, 2311, 933, 2346]
article-paragraph: LOSS OF A HORSE.—Mr W. H. Walton, of Geraldine, lost a valuable young filly on Thursday last, through an unfortunate but simple accident. Mr Walton was proceeding to break in the animal, and when the surcingle was being put on, it made a plunge and broke one of its fore legs just below the knee. The animal of course had to be shot. The loss to the owner is considerable, it being worth £12 twelve months ago when a two-year-old and was by Trump Card out of a first-class carriage mare. — [299, 376, 440, 496]
horse-name: Hunnington — [610, 712, 651, 719]
advert-price: Admission, 2s; Children under 12, 1s. To Concert alone, 1s. — [156, 453, 288, 471]
article-paragraph: Mr John Talbot (Chairman of Directors) presided, and read the annual report, as follows :— — [610, 846, 766, 872]
weight-stone: 9 — [743, 712, 748, 719]
advert-heading: GERALDINE SALEYARDS. — [12, 34, 136, 44]
weight-stone: 8 — [743, 728, 748, 736]
article-paragraph: Mr Twomey said they were very near forgetting a very important duty. It was their duty to propose a vote of thanks to the Directors for the past year. They certainly had not produced a very favorable report, but he felt convinced they had given them a honest one. They had evidently done their best, and they gave them an assurance they would do it in the future also by becoming personally liable to the bank for the amount necessary to carry on the business. The shareholders owed them sincere thanks for this, and he trusted they would not regret it, but that they would have a far more favorable report to bring forward next year. He congratulated the meeting on the unanimity which existed amongst them, especially in the face of such poor prospects, and said it was a very good thing — [773, 2413, 933, 2576]
lot-item: 4 Yearlings — [3, 754, 39, 762]
advert-body: IN CONSEQUENCE of other Arrangements, the REV. MR GORDON'S Sale will TAKE PLACE on MONDAY, 30TH MARCH, 1885, instead of Thursday, 26th March, as previously advertised. — [3, 441, 145, 494]
horse-name: Black Prince (late Cabbage Tree) — [610, 673, 723, 681]
letter-paragraph: SIR,—I notice in the report of the R.M. Court, held in Temuka on the 25th inst., I was charged with creating a disturbance at the Temuka Hotel, and having admitted the charge, was fined £1. If the facts of the case had been properly stated, it would have thrown a completely different light upon the affair. On the morning of the 18th I had ridden over forty miles, and my horse becoming knocked up, after I left Temuka, I returned to put him up for the night; and the Temuka Hotel being the first house I met, I endeavored to rouse the landlord to provide accommodation for myself and the horse. I succeeded in waking him, and he refused to admit me, saying he could not accommodate me. I told him under the circumstances I thought he was compelled to. After this he shut the door, and told me to go to —— reported this to Constable Morton, and he advised me to go home, as he couldn't do anything for me. The charge I admitted was simply kicking the door to wake Mr Chamberlain, and, not being able to spare time to attend the Court to answer the charge, I wrote to the Clerk of the Court admitting the charge of kicking at the door; but as for Mr Chamberlain stating that I was drunk, I deny that I was drunk—proof of which I can furnish. No doubt Mr Chamberlain had to make good his excuses before the Bench for not taking me in, for I, upon being refused, threatened to report the matter to the Licensing Committee.—I am, etc., — [610, 249, 766, 549]
advert-body: Bedsteads, Washstands, Carpets, Tables, Chairs, Sofa, Oil Cloth, Kitchen Utensils. — [3, 1022, 145, 1048]
weight-pounds: 0 — [761, 673, 766, 681]
clearing-sale-advert — [3, 515, 145, 1122]
mail-line: N.B.—Letters containing anything of value should be handed to the Postmaster to be registered. Letters containing coin, if posted unregistered will be compulsorily registered, and charged double registration fee. — [152, 1306, 292, 1353]
sale-line: 3 3-year-old Steers and Heifers 3 (in forward condition) — [3, 321, 145, 338]
local-news-paragraphs — [299, 118, 440, 1364]
lot-item: 2 Sows, 8 Weaners — [3, 775, 63, 783]
article-heading: WOODBURY RACES. — [638, 587, 738, 597]
masthead-title: THE TEMUKA LEADER, SATURDAY, MARCH 28, 1885. — [326, 3, 612, 13]
mail-line: For Timaru direct, daily, at 9 a.m. — [158, 1061, 264, 1070]
mail-line: The letter-box will be cleared for despatch of correspondence from the Temuka Post Office to the undermentioned places, as follow :— — [152, 926, 292, 957]
advert-body: WOODBURY JOCKEY CLUB RACES, to be held at Woodbury on EASTER MONDAY, April 6th, 1885. Nominations for Handicap Hurdles and Woodbury Cup to be in not later than March 21st, and Acceptances for same on April 2nd, 1885. Weights on March 28th.—Address: S. HARMER, Hon. Sec. W.J.C., Woodbury. — [152, 593, 292, 671]
sale-line: On account of other Clients : — [3, 149, 95, 158]
article-heading: AN EXPLANATION. — [642, 227, 734, 237]
horse-name: Chadwick — [610, 745, 643, 753]
